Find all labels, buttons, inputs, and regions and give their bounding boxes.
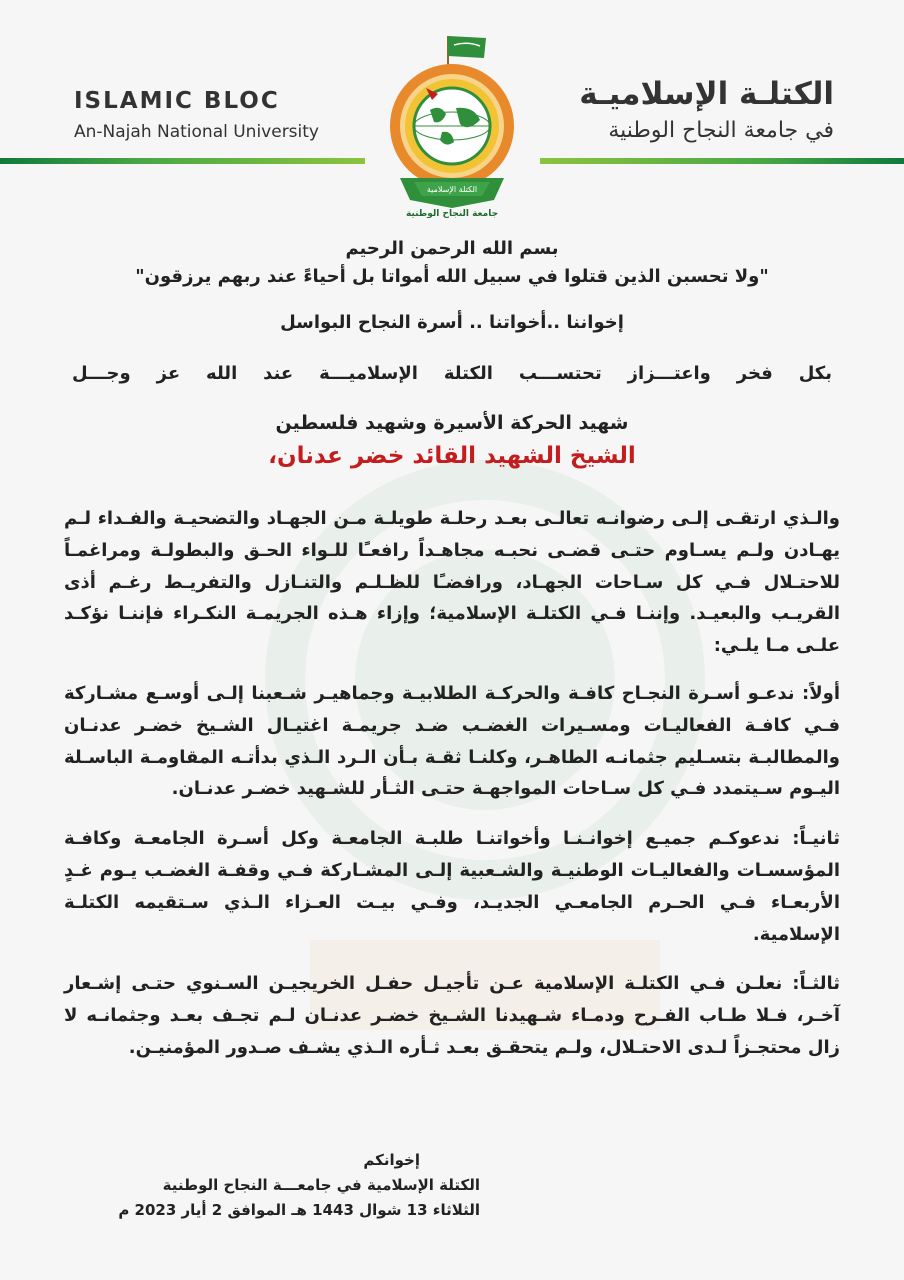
english-title: ISLAMIC BLOC — [74, 88, 280, 114]
signature-date: الثلاثاء 13 شوال 1443 هـ الموافق 2 أيار 2023 م — [118, 1201, 480, 1219]
arabic-subtitle: في جامعة النجاح الوطنية — [608, 118, 834, 143]
basmala: بسم الله الرحمن الرحيم — [345, 238, 559, 259]
paragraph-second: ثانيـاً: ندعوكـم جميـع إخوانـنـا وأخواتنـا طلبـة الجامعـة وكل أسـرة الجامعـة وكافـة المؤسسـات والفعاليـات الوطنيـة والشـعبية إلـى المشـاركة فـي وقفـة الغضـب يـوم غـدٍ الأربعـاء فـي الحـرم الجامعـي الجديـد، وفـي بيـت العـزاء الـذي سـتقيمه الكتلـة الإسلامية. — [64, 828, 840, 945]
martyr-name: الشيخ الشهيد القائد خضر عدنان، — [268, 443, 636, 469]
paragraph-intro: والـذي ارتقـى إلـى رضوانـه تعالـى بعـد رحلـة طويلـة مـن الجهـاد والتضحيـة والفـداء لـم يهـادن ولـم يسـاوم حتـى قضـى نحبـه مجاهـداً رافعـًا للـواء الحـق والبطولـة ومراغمـاً للاحتـلال فـي كل سـاحات الجهـاد، ورافضـًا للظـلـم والتنـازل والتفريـط رغـم أذى القريـب والبعيـد. وإننـا فـي الكتلـة الإسلامية؛ وإزاء هـذه الجريمـة النكـراء فإننـا نؤكـد علـى مـا يلـي: — [64, 508, 840, 657]
svg-text:الكتلة الإسلامية: الكتلة الإسلامية — [426, 185, 478, 194]
english-subtitle: An-Najah National University — [74, 122, 319, 142]
signature-closing: إخوانكم — [363, 1151, 420, 1169]
signature-block — [60, 1148, 480, 1223]
logo-ribbon-text: جامعة النجاح الوطنية — [405, 209, 499, 218]
signature-signer: الكتلة الإسلامية في جامعـــة النجاح الوطنية — [162, 1176, 480, 1194]
paragraph-third: ثالثـاً: نعلـن فـي الكتلـة الإسلامية عـن تأجيـل حفـل الخريجيـن السـنوي حتـى إشـعار آخـر، فـلا طـاب الفـرح ودمـاء شـهيدنا الشـيخ خضـر عدنـان لـم تجـف بعـد وجثمانـه لا زال محتجـزاً لـدى الاحتـلال، ولـم يتحقـق بعـد ثـأره الـذي يشـف صـدور المؤمنيـن. — [64, 973, 840, 1058]
header-rule-right — [540, 158, 904, 164]
statement-body — [60, 235, 844, 1064]
mourning-line: بكل فخر واعتـــزاز تحتســـب الكتلة الإسلاميـــة عند الله عز وجـــل — [72, 363, 832, 384]
greeting: إخواننا ..أخواتنا .. أسرة النجاح البواسل — [280, 312, 624, 333]
islamic-bloc-emblem-icon — [382, 28, 522, 218]
header-english — [74, 88, 364, 142]
paragraph-first: أولاً: ندعـو أسـرة النجـاح كافـة والحركـة الطلابيـة وجماهيـر شـعبنا إلـى أوسـع مشـاركة فـي كافـة الفعاليـات ومسـيرات الغضـب ضـد جريمـة اغتيـال الشـيخ خضـر عدنـان والمطالبـة بتسـليم جثمانـه الطاهـر، وكلنـا ثقـة بـأن الـرد الـذي بدأتـه المقاومـة الباسـلة اليـوم سـيتمدد فـي كل سـاحات المواجهـة حتـى الثـأر للشـهيد خضـر عدنـان. — [64, 682, 840, 800]
header-rule-left — [0, 158, 365, 164]
quran-verse: "ولا تحسبن الذين قتلوا في سبيل الله أمواتا بل أحياءً عند ربهم يرزقون" — [135, 266, 769, 287]
martyr-title: شهيد الحركة الأسيرة وشهيد فلسطين — [275, 412, 629, 434]
header-arabic — [514, 76, 834, 143]
arabic-title: الكتلـة الإسلاميـة — [579, 76, 834, 112]
